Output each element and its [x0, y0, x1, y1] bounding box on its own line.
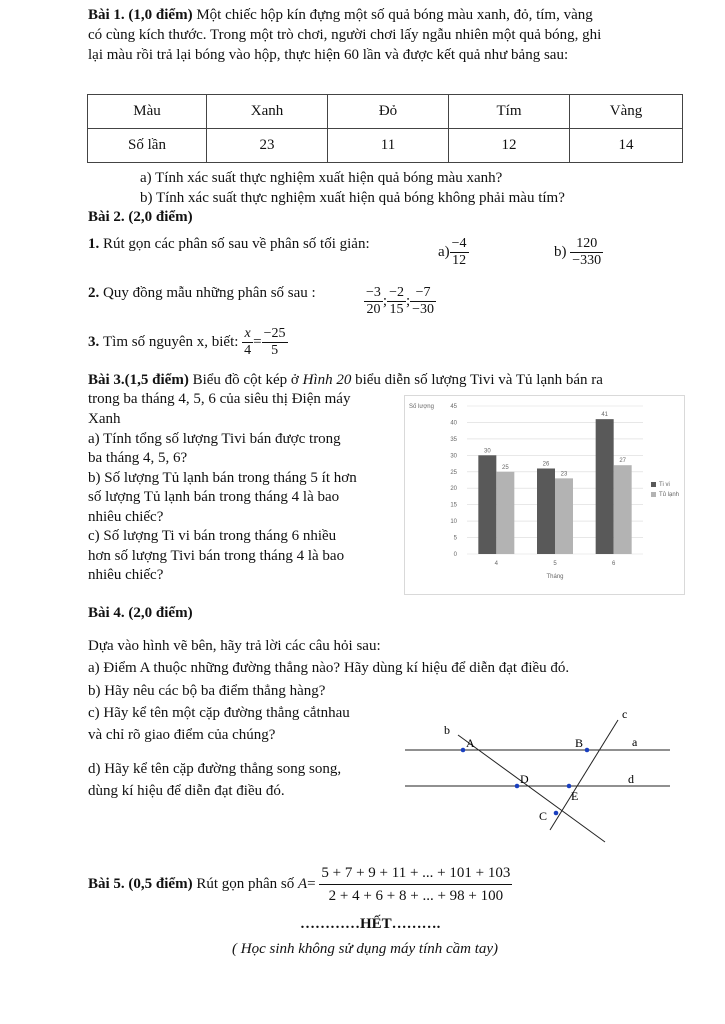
label-c: c — [622, 707, 628, 721]
data-label: 30 — [483, 448, 491, 455]
table-cell: 11 — [328, 129, 449, 163]
label-d: d — [628, 772, 634, 786]
y-tick-label: 45 — [450, 404, 457, 410]
bar-tulanh — [496, 472, 514, 554]
y-tick-label: 5 — [453, 535, 457, 542]
b3-c3: nhiêu chiếc? — [88, 567, 164, 583]
y-tick-label: 30 — [450, 453, 457, 460]
y-tick-label: 0 — [453, 552, 457, 558]
label-A: A — [466, 736, 475, 750]
b1-line1: Bài 1. (1,0 điểm) Một chiếc hộp kín đựng một số quả bóng màu xanh, đỏ, tím, vàng — [88, 7, 593, 23]
y-tick-label: 15 — [450, 502, 457, 509]
b3-line3: Xanh — [88, 411, 121, 427]
label-b: b — [444, 723, 450, 737]
table-cell: Màu — [88, 95, 207, 129]
y-tick-label: 40 — [450, 420, 457, 427]
b3-a2: ba tháng 4, 5, 6? — [88, 450, 188, 466]
table-cell: Xanh — [207, 95, 328, 129]
line-c — [550, 720, 618, 830]
b4-question-a: a) Điểm A thuộc những đường thẳng nào? Hãy dùng kí hiệu để diễn đạt điều đó. — [88, 660, 570, 676]
b4-question-d1: d) Hãy kể tên cặp đường thẳng song song, — [88, 761, 342, 777]
b3-c2: hơn số lượng Tivi bán trong tháng 4 là bao — [88, 548, 345, 564]
point-C — [554, 811, 559, 816]
b4-question-c2: và chỉ rõ giao điểm của chúng? — [88, 727, 276, 743]
table-cell: 14 — [570, 129, 683, 163]
bar-tulanh — [614, 465, 632, 554]
b1-line2: có cùng kích thước. Trong một trò chơi, người chơi lấy ngẫu nhiên một quả bóng, ghi — [88, 27, 602, 43]
b2-q2: 2. Quy đồng mẫu những phân số sau : — [88, 285, 316, 301]
b4-question-d2: dùng kí hiệu để diễn đạt điều đó. — [88, 783, 285, 799]
point-A — [461, 748, 466, 753]
b3-b3: nhiêu chiếc? — [88, 509, 164, 525]
legend-label: Tủ lạnh — [659, 492, 680, 498]
fraction: $\frac{-7}{-30}$ — [412, 285, 435, 317]
chart-svg — [405, 396, 684, 594]
b2-q1a: a) $\frac{-4}{12}$ — [438, 236, 467, 268]
x-tick-label: 6 — [611, 561, 616, 567]
bar-tivi — [478, 455, 496, 554]
b4-question-b: b) Hãy nêu các bộ ba điểm thẳng hàng? — [88, 683, 326, 699]
table-cell: 12 — [449, 129, 570, 163]
label-D: D — [520, 772, 529, 786]
label-E: E — [571, 789, 579, 803]
b2-q1: 1. Rút gọn các phân số sau về phân số tối giản: — [88, 236, 370, 252]
table-row — [88, 129, 683, 163]
bar-tivi — [537, 468, 555, 554]
x-tick-label: 4 — [494, 561, 499, 567]
fraction: $\frac{-4}{12}$ — [451, 236, 467, 268]
legend-swatch — [651, 482, 656, 487]
b3-a1: a) Tính tổng số lượng Tivi bán được trong — [88, 431, 341, 447]
b4-question-c1: c) Hãy kể tên một cặp đường thẳng cắtnhau — [88, 705, 350, 721]
b3-line2: trong ba tháng 4, 5, 6 của siêu thị Điện máy — [88, 391, 351, 407]
b1-line3: lại màu rồi trả lại bóng vào hộp, thực hiện 60 lần và được kết quả như bảng sau: — [88, 47, 569, 63]
label-B: B — [575, 736, 584, 750]
x-axis-label: Tháng — [546, 574, 564, 580]
fraction: $\frac{-25}{5}$ — [263, 326, 286, 358]
y-tick-label: 20 — [450, 486, 457, 493]
fraction: $\frac{-2}{15}$ — [389, 285, 404, 317]
point-B — [585, 748, 590, 753]
table-cell: Vàng — [570, 95, 683, 129]
b5: Bài 5. (0,5 điểm) Rút gọn phân số A= $\frac{5 + 7 + 9 + 11 + ... + 101 + 103}{2 + 4 + 6 + 8 + ... + 98 + 100}$ — [88, 862, 512, 907]
b4-intro: Dựa vào hình vẽ bên, hãy trả lời các câu hỏi sau: — [88, 638, 381, 654]
bar-tivi — [596, 419, 614, 554]
b1-question-b: b) Tính xác suất thực nghiệm xuất hiện quả bóng không phải màu tím? — [140, 190, 565, 206]
table-cell: Đỏ — [328, 95, 449, 129]
fraction: $\frac{5 + 7 + 9 + 11 + ... + 101 + 103}{2 + 4 + 6 + 8 + ... + 98 + 100}$ — [319, 862, 512, 907]
data-label: 23 — [560, 471, 568, 478]
b2-q1b: b) $\frac{120}{-330}$ — [554, 236, 602, 268]
b1-heading: Bài 1. (1,0 điểm) — [88, 7, 193, 23]
legend-label: Ti vi — [659, 482, 670, 488]
y-axis-label: Số lượng — [409, 404, 434, 410]
b2-q2-fractions: $\frac{-3}{20}$ ; $\frac{-2}{15}$ ; $\frac{-7}{-30}$ — [366, 285, 435, 317]
bar-tulanh — [555, 478, 573, 554]
label-a: a — [632, 735, 638, 749]
line-b — [458, 735, 605, 842]
b4-heading: Bài 4. (2,0 điểm) — [88, 605, 193, 621]
b3-line1: Bài 3.(1,5 điểm) Biểu đồ cột kép ở Hình 20 biểu diễn số lượng Tivi và Tủ lạnh bán ra — [88, 372, 603, 388]
table-cell: 23 — [207, 129, 328, 163]
b1-table — [87, 94, 683, 163]
y-tick-label: 35 — [450, 436, 457, 443]
data-label: 25 — [501, 464, 509, 471]
geometry-figure — [400, 700, 685, 852]
b3-c1: c) Số lượng Ti vi bán trong tháng 6 nhiều — [88, 528, 337, 544]
footnote: ( Học sinh không sử dụng máy tính cầm tay) — [232, 941, 499, 957]
y-tick-label: 10 — [450, 519, 457, 526]
label-C: C — [539, 809, 548, 823]
table-cell: Tím — [449, 95, 570, 129]
b3-b2: số lượng Tủ lạnh bán trong tháng 4 là bao — [88, 489, 340, 505]
fraction: $\frac{x}{4}$ — [244, 326, 252, 358]
data-label: 41 — [601, 412, 609, 419]
bar-chart — [404, 395, 685, 595]
b2-heading: Bài 2. (2,0 điểm) — [88, 209, 193, 225]
y-tick-label: 25 — [450, 469, 457, 476]
fraction: $\frac{120}{-330}$ — [572, 236, 602, 268]
x-tick-label: 5 — [553, 561, 557, 567]
fraction: $\frac{-3}{20}$ — [366, 285, 381, 317]
table-row — [88, 95, 683, 129]
b1-question-a: a) Tính xác suất thực nghiệm xuất hiện quả bóng màu xanh? — [140, 170, 503, 186]
point-E — [567, 784, 572, 789]
end-mark: …………HẾT………. — [300, 916, 441, 932]
point-D — [515, 784, 520, 789]
b2-q3: 3. Tìm số nguyên x, biết: $\frac{x}{4}$ = $\frac{-25}{5}$ — [88, 326, 286, 358]
data-label: 26 — [542, 461, 550, 468]
b3-b1: b) Số lượng Tủ lạnh bán trong tháng 5 ít hơn — [88, 470, 357, 486]
table-cell: Số lần — [88, 129, 207, 163]
data-label: 27 — [619, 458, 627, 465]
legend-swatch — [651, 492, 656, 497]
